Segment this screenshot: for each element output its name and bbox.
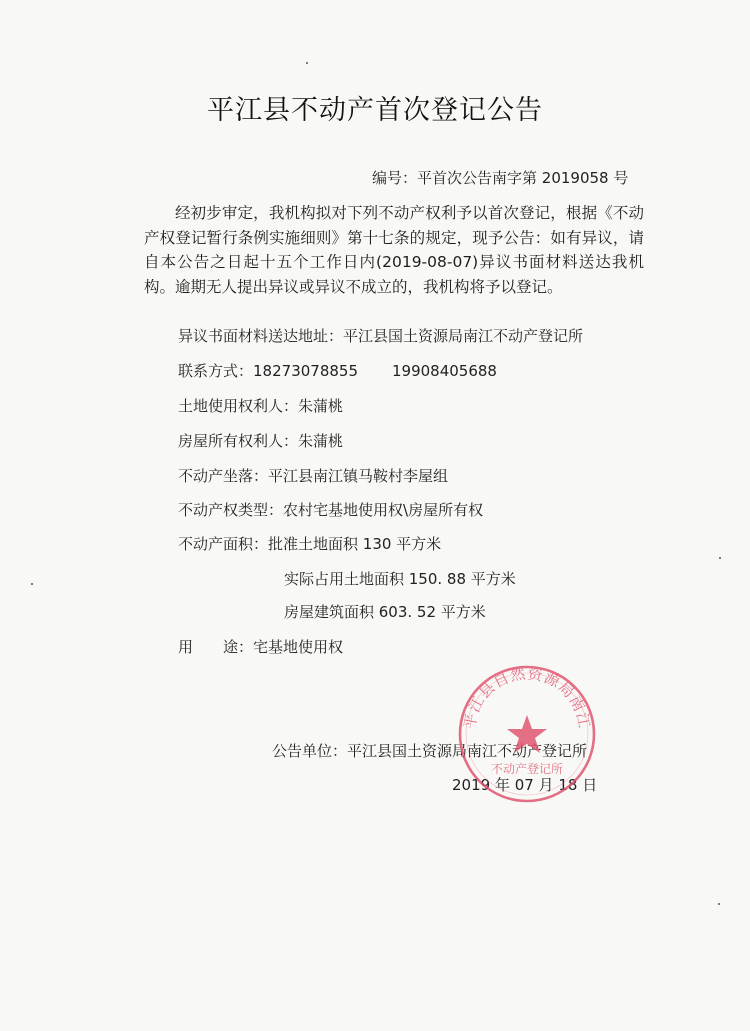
objection-address-value: 平江县国土资源局南江不动产登记所 [343, 327, 584, 345]
area-label: 不动产面积： [178, 535, 269, 553]
area-actual-row [284, 568, 516, 589]
body-paragraph: 经初步审定，我机构拟对下列不动产权利予以首次登记，根据《不动产权登记暂行条例实施细则》第十七条的规定，现予公告：如有异议，请自本公告之日起十五个工作日内(2019-08-07)异议书面材料送达我机构。逾期无人提出异议或异议不成立的，我机构将予以登记。 [144, 204, 644, 296]
publish-date: 2019 年 07 月 18 日 [452, 776, 598, 794]
land-right-holder-value: 朱蒲桃 [298, 397, 344, 415]
location-row [178, 465, 448, 486]
contact-label: 联系方式： [178, 362, 254, 380]
objection-address-label: 异议书面材料送达地址： [178, 327, 344, 345]
usage-row [178, 636, 343, 657]
objection-address-row [178, 325, 583, 346]
contact-row [178, 360, 497, 381]
location-label: 不动产坐落： [178, 467, 269, 485]
publisher: 公告单位：平江县国土资源局南江不动产登记所 [272, 742, 588, 760]
contact-phone-1: 18273078855 [253, 362, 358, 380]
land-right-holder-row [178, 395, 343, 416]
area-actual: 实际占用土地面积 150. 88 平方米 [284, 570, 516, 588]
house-owner-row [178, 430, 343, 451]
house-owner-label: 房屋所有权利人： [178, 432, 299, 450]
scan-speck [719, 557, 721, 559]
right-type-label: 不动产权类型： [178, 501, 284, 519]
usage-label: 用 途： [178, 638, 254, 656]
document-number: 编号：平首次公告南字第 2019058 号 [372, 169, 629, 187]
area-approved: 批准土地面积 130 平方米 [268, 535, 442, 553]
contact-phone-2: 19908405688 [392, 362, 497, 380]
seal-arc-text: 平江县自然资源局南江 [460, 664, 594, 731]
announcement-body [144, 201, 644, 299]
area-building-row [284, 601, 486, 622]
right-type-value: 农村宅基地使用权\房屋所有权 [283, 501, 484, 519]
right-type-row [178, 499, 483, 520]
seal-sub-text: 不动产登记所 [490, 762, 564, 776]
area-building: 房屋建筑面积 603. 52 平方米 [284, 603, 486, 621]
area-row [178, 533, 441, 554]
document-title: 平江县不动产首次登记公告 [207, 95, 543, 126]
scan-speck [718, 903, 720, 905]
house-owner-value: 朱蒲桃 [298, 432, 344, 450]
scan-speck [306, 62, 308, 64]
land-right-holder-label: 土地使用权利人： [178, 397, 299, 415]
official-seal-icon [456, 663, 598, 805]
scan-speck [31, 583, 33, 585]
usage-value: 宅基地使用权 [253, 638, 344, 656]
seal-star-icon [507, 715, 547, 753]
location-value: 平江县南江镇马鞍村李屋组 [268, 467, 449, 485]
